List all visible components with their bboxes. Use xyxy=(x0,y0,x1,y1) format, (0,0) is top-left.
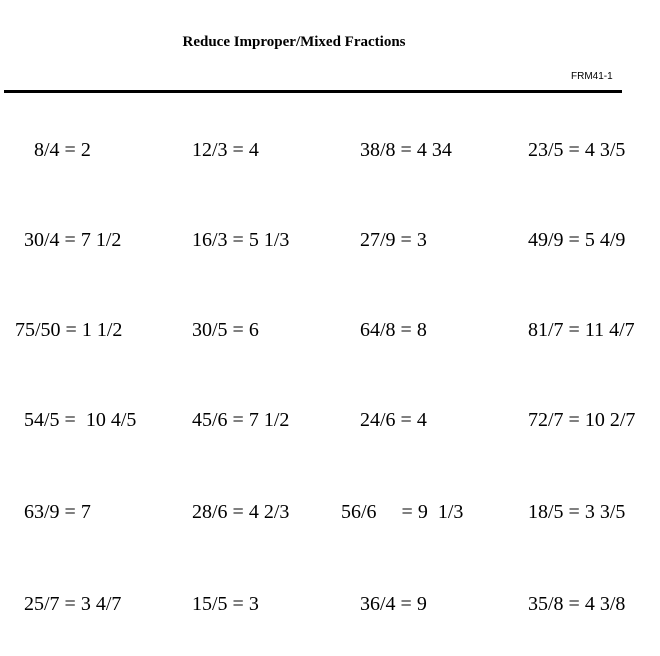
problem-r1-c2: 12/3 = 4 xyxy=(192,139,259,161)
problem-r2-c4: 49/9 = 5 4/9 xyxy=(528,229,626,251)
problem-r2-c3: 27/9 = 3 xyxy=(360,229,427,251)
problem-r4-c3: 24/6 = 4 xyxy=(360,409,427,431)
problem-r5-c1: 63/9 = 7 xyxy=(24,501,91,523)
problem-r3-c3: 64/8 = 8 xyxy=(360,319,427,341)
worksheet-title: Reduce Improper/Mixed Fractions xyxy=(182,34,406,50)
problem-r4-c2: 45/6 = 7 1/2 xyxy=(192,409,290,431)
problem-r5-c4: 18/5 = 3 3/5 xyxy=(528,501,626,523)
header-divider xyxy=(4,90,622,93)
problem-r6-c2: 15/5 = 3 xyxy=(192,593,259,615)
problem-r2-c1: 30/4 = 7 1/2 xyxy=(24,229,122,251)
problem-r3-c4: 81/7 = 11 4/7 xyxy=(528,319,635,341)
worksheet-code: FRM41-1 xyxy=(571,71,613,82)
problem-r6-c4: 35/8 = 4 3/8 xyxy=(528,593,626,615)
problem-r3-c1: 75/50 = 1 1/2 xyxy=(15,319,123,341)
problem-r4-c1: 54/5 = 10 4/5 xyxy=(24,409,137,431)
problem-r5-c3: 56/6 = 9 1/3 xyxy=(341,501,464,523)
problem-r1-c3: 38/8 = 4 34 xyxy=(360,139,452,161)
problem-r4-c4: 72/7 = 10 2/7 xyxy=(528,409,636,431)
problem-r6-c3: 36/4 = 9 xyxy=(360,593,427,615)
problem-r2-c2: 16/3 = 5 1/3 xyxy=(192,229,290,251)
problem-r1-c1: 8/4 = 2 xyxy=(34,139,91,161)
problem-r3-c2: 30/5 = 6 xyxy=(192,319,259,341)
problem-r1-c4: 23/5 = 4 3/5 xyxy=(528,139,626,161)
problem-r6-c1: 25/7 = 3 4/7 xyxy=(24,593,122,615)
problem-r5-c2: 28/6 = 4 2/3 xyxy=(192,501,290,523)
